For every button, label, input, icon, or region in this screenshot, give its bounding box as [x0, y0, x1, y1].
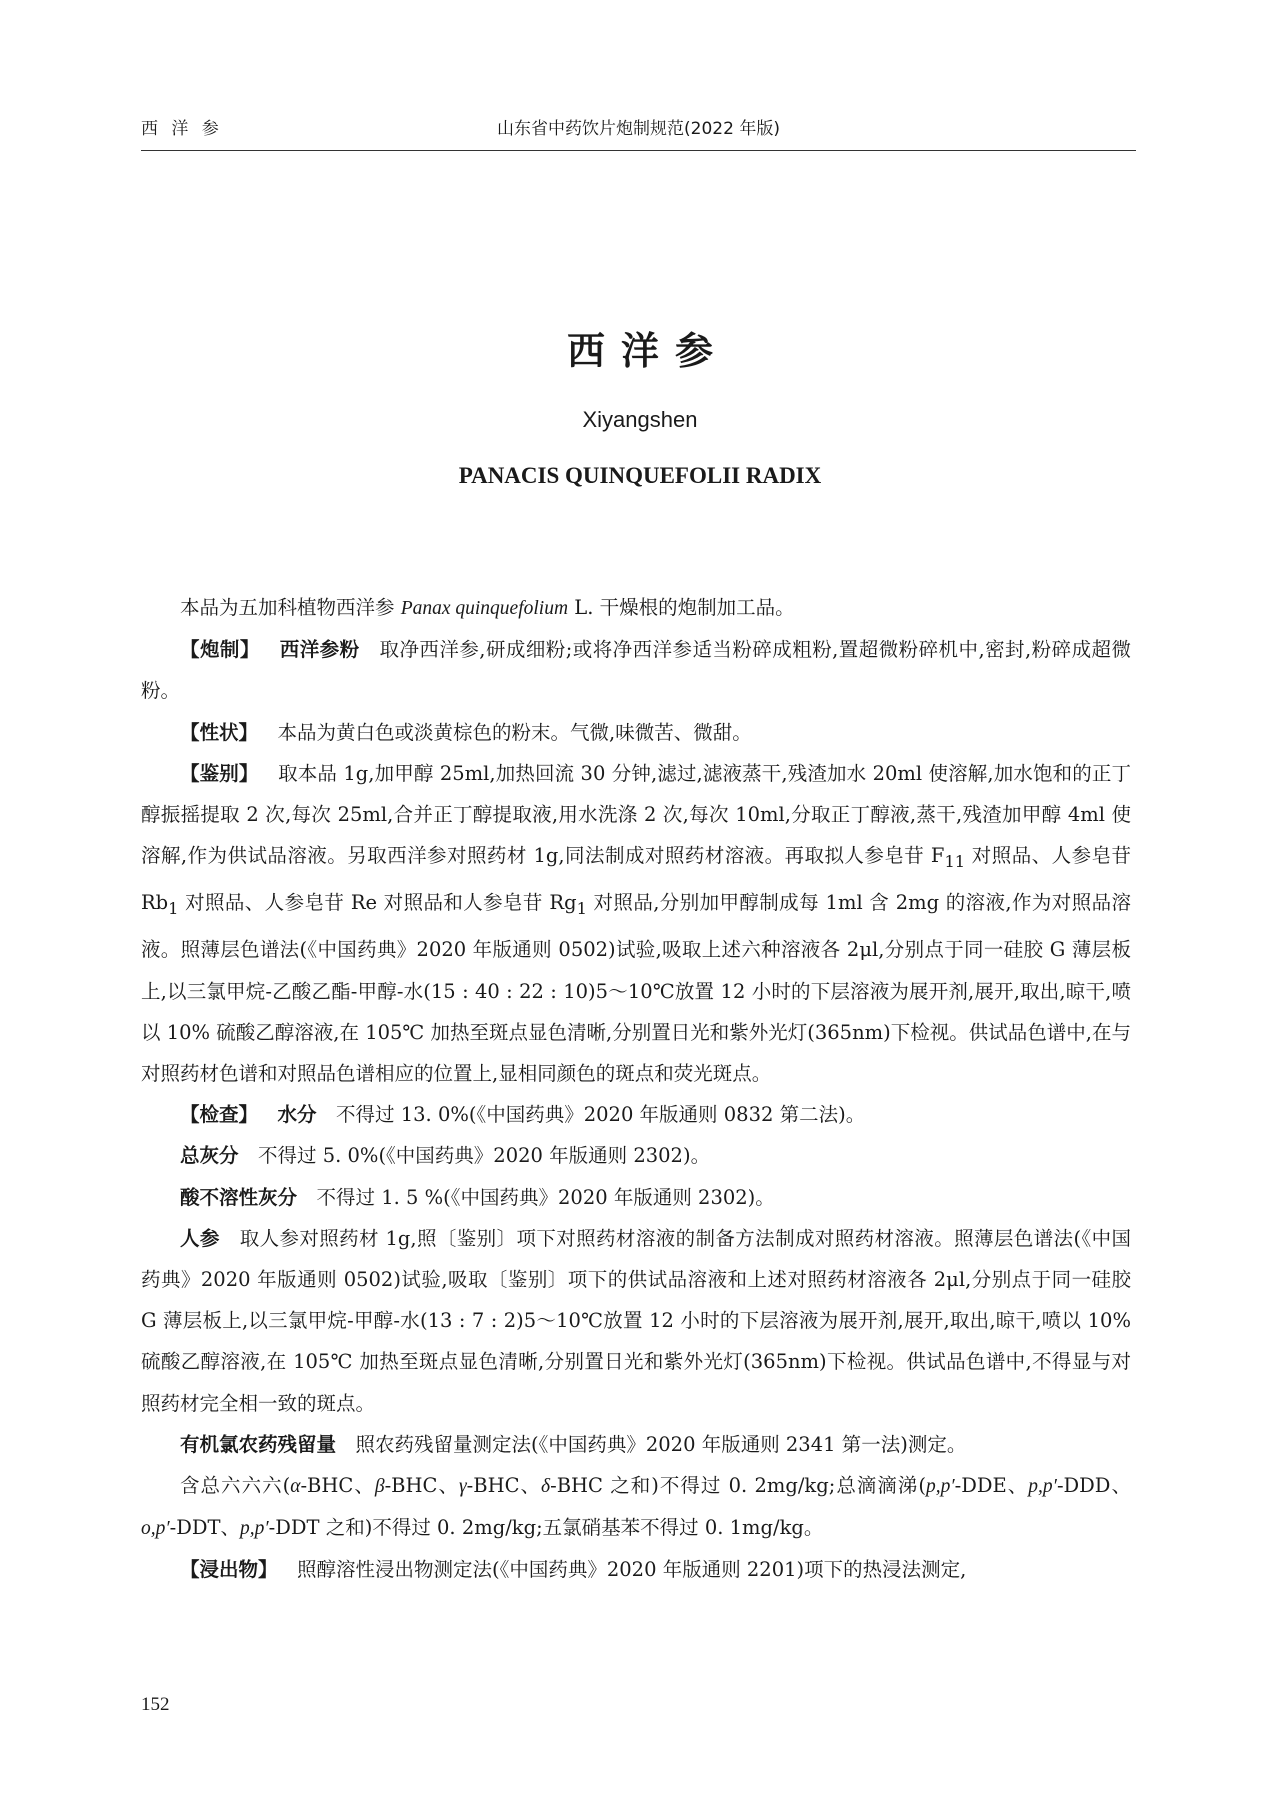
intro-text-end: L. 干燥根的炮制加工品。 — [568, 596, 795, 619]
pesticide-limits-paragraph — [141, 1465, 1131, 1549]
total-ash-text: 不得过 5. 0%(《中国药典》2020 年版通则 2302)。 — [258, 1144, 711, 1168]
page-number: 152 — [141, 1694, 170, 1715]
extractives-text: 照醇溶性浸出物测定法(《中国药典》2020 年版通则 2201)项下的热浸法测定, — [297, 1558, 967, 1582]
limits-text: -BHC、 — [300, 1474, 375, 1498]
header-section-name: 西 洋 参 — [141, 119, 223, 139]
isomer-prefix: p,p′ — [1028, 1476, 1057, 1498]
section-heading-extractives: 【浸出物】 — [180, 1558, 278, 1582]
identification-text: 取本品 1g,加甲醇 25ml,加热回流 30 分钟,滤过,滤液蒸干,残渣加水 20ml 使溶解,加水饱和的正丁醇振摇提取 2 次,每次 25ml,合并正丁醇提取液,用水洗涤 2 次,每次 10ml,分取正丁醇液,蒸干,残渣加甲醇 4ml 使溶解,作为供试品溶液。另取西洋参对照药材 1g,同法制成对照药材溶液。再取拟人参皂苷 F — [141, 761, 1131, 868]
species-name: Panax quinquefolium — [400, 598, 569, 619]
section-heading-processing: 【炮制】 — [180, 638, 260, 662]
limits-text: -BHC、 — [466, 1474, 542, 1498]
acid-insoluble-ash-text: 不得过 1. 5 %(《中国药典》2020 年版通则 2302)。 — [316, 1185, 775, 1209]
extractives-paragraph — [141, 1549, 1131, 1590]
limits-text: -DDT、 — [169, 1516, 241, 1540]
identification-text: 对照品,分别加甲醇制成每 1ml 含 2mg 的溶液,作为对照品溶液。照薄层色谱法(《中国药典》2020 年版通则 0502)试验,吸取上述六种溶液各 2μl,分别点于同一硅胶 G 薄层板上,以三氯甲烷-乙酸乙酯-甲醇-水(15 : 40 : 22 : 10)5～10℃放置 12 小时的下层溶液为展开剂,展开,取出,晾干,喷以 10% 硫酸乙醇溶液,在 105℃ 加热至斑点显色清晰,分别置日光和紫外光灯(365nm)下检视。供试品色谱中,在与对照药材色谱和对照品色谱相应的位置上,显相同颜色的斑点和荧光斑点。 — [141, 891, 1131, 1086]
section-heading-inspection: 【检查】 — [180, 1103, 259, 1127]
identification-text: 对照品、人参皂苷 Rb — [141, 844, 1131, 915]
total-ash-label: 总灰分 — [180, 1144, 239, 1168]
inspection-pesticide-paragraph — [141, 1424, 1131, 1465]
pesticide-residue-text: 照农药残留量测定法(《中国药典》2020 年版通则 2341 第一法)测定。 — [355, 1432, 967, 1456]
monograph-latin-name: PANACIS QUINQUEFOLII RADIX — [458, 463, 822, 488]
isomer-prefix: p,p′ — [240, 1518, 269, 1540]
isomer-prefix: p,p′ — [926, 1476, 955, 1498]
monograph-title: 西洋参 — [566, 329, 729, 373]
limits-text: 含总六六六( — [180, 1474, 291, 1498]
inspection-ginseng-paragraph — [141, 1218, 1131, 1424]
ginseng-text: 取人参对照药材 1g,照〔鉴别〕项下对照药材溶液的制备方法制成对照药材溶液。照薄层色谱法(《中国药典》2020 年版通则 0502)试验,吸取〔鉴别〕项下的供试品溶液和上述对照药材溶液各 2μl,分别点于同一硅胶 G 薄层板上,以三氯甲烷-甲醇-水(13 : 7 : 2)5～10℃放置 12 小时的下层溶液为展开剂,展开,取出,晾干,喷以 10%硫酸乙醇溶液,在 105℃ 加热至斑点显色清晰,分别置日光和紫外光灯(365nm)下检视。供试品色谱中,不得显与对照药材完全相一致的斑点。 — [141, 1226, 1131, 1415]
limits-text: -BHC 之和)不得过 0. 2mg/kg;总滴滴涕( — [550, 1474, 927, 1498]
greek-letter: γ — [458, 1476, 467, 1498]
intro-paragraph — [141, 587, 1131, 629]
subscript: 1 — [168, 899, 179, 919]
limits-text: -DDE、 — [954, 1474, 1029, 1498]
processing-text: 取净西洋参,研成细粉;或将净西洋参适当粉碎成粗粉,置超微粉碎机中,密封,粉碎成超微粉。 — [141, 638, 1131, 703]
description-paragraph — [141, 712, 1131, 753]
limits-text: -DDT 之和)不得过 0. 2mg/kg;五氯硝基苯不得过 0. 1mg/kg。 — [268, 1516, 824, 1540]
moisture-text: 不得过 13. 0%(《中国药典》2020 年版通则 0832 第二法)。 — [336, 1103, 866, 1127]
inspection-moisture-paragraph — [141, 1094, 1131, 1135]
header-rule — [141, 150, 1136, 151]
pesticide-residue-label: 有机氯农药残留量 — [180, 1432, 337, 1456]
intro-text: 本品为五加科植物西洋参 — [180, 596, 401, 619]
acid-insoluble-ash-label: 酸不溶性灰分 — [180, 1185, 298, 1209]
identification-paragraph — [141, 753, 1131, 1094]
description-text: 本品为黄白色或淡黄棕色的粉末。气微,味微苦、微甜。 — [277, 720, 752, 744]
section-heading-identification: 【鉴别】 — [180, 761, 259, 785]
greek-letter: α — [290, 1476, 301, 1498]
greek-letter: β — [374, 1476, 385, 1498]
monograph-pinyin: Xiyangshen — [582, 407, 698, 432]
inspection-ash-paragraph — [141, 1135, 1131, 1176]
subscript: 1 — [576, 899, 587, 919]
moisture-label: 水分 — [277, 1103, 317, 1127]
limits-text: -BHC、 — [384, 1474, 459, 1498]
limits-text: -DDD、 — [1056, 1474, 1131, 1498]
section-heading-description: 【性状】 — [180, 720, 259, 744]
inspection-acid-ash-paragraph — [141, 1177, 1131, 1218]
monograph-body — [141, 587, 1131, 1591]
processing-item-label: 西洋参粉 — [279, 638, 360, 662]
greek-letter: δ — [541, 1476, 551, 1498]
subscript: 11 — [944, 852, 966, 872]
header-book-title: 山东省中药饮片炮制规范(2022 年版) — [497, 119, 780, 139]
ginseng-label: 人参 — [180, 1226, 220, 1250]
isomer-prefix: o,p′ — [141, 1518, 170, 1540]
processing-paragraph — [141, 629, 1131, 711]
identification-text: 对照品、人参皂苷 Re 对照品和人参皂苷 Rg — [178, 891, 577, 915]
running-header — [141, 112, 1136, 152]
